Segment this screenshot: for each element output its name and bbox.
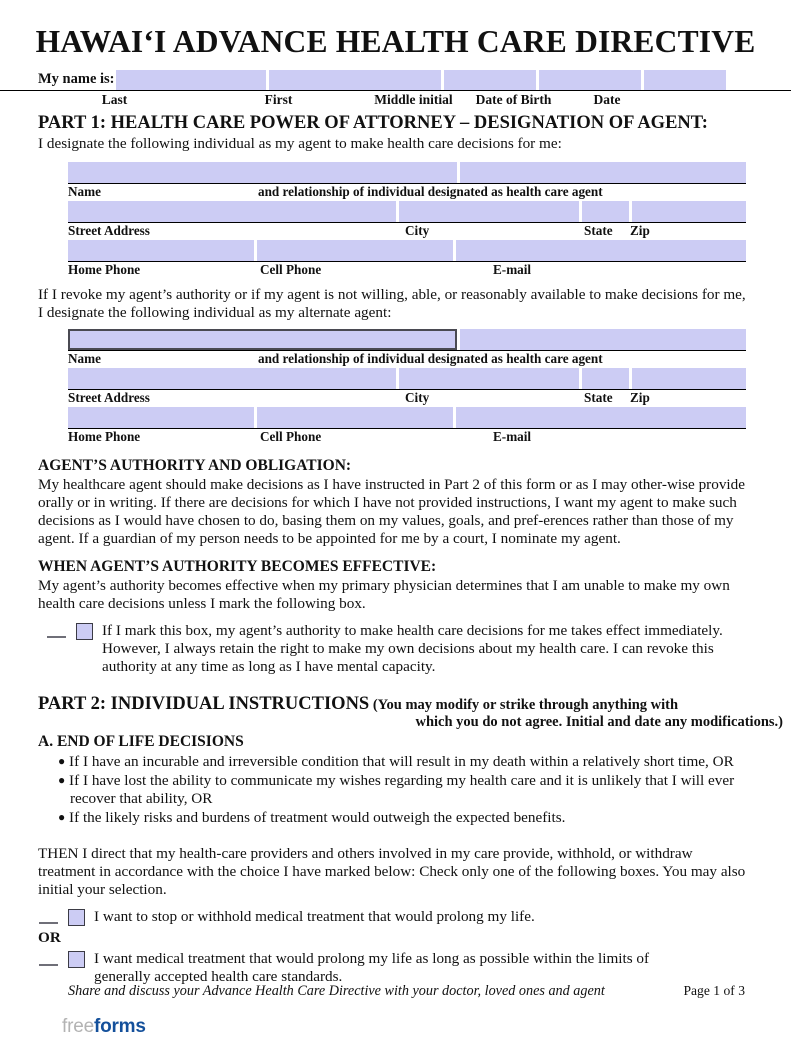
caption-agent-name: Name [68, 184, 101, 200]
caption-alt-agent-home-phone: Home Phone [68, 428, 141, 444]
first-name-field[interactable] [269, 70, 441, 90]
agent-address-captions [68, 222, 746, 240]
alt-agent-cell-phone-field[interactable] [257, 407, 453, 428]
caption-agent-relationship: and relationship of individual designated as health care agent [258, 184, 603, 200]
initial-line-icon [38, 908, 60, 925]
caption-agent-email: E-mail [493, 262, 532, 278]
name-strip-captions [0, 90, 791, 109]
part1-intro: I designate the following individual as my agent to make health care decisions for me: [38, 135, 562, 153]
choice2-label: I want medical treatment that would prolong my life as long as possible within the limits of generally accepted health care standards. [94, 949, 650, 985]
caption-agent-city: City [405, 223, 430, 239]
caption-alt-agent-email: E-mail [493, 428, 532, 444]
agent-name-field[interactable] [68, 162, 457, 183]
agent-street-field[interactable] [68, 201, 396, 222]
choice-prolong-life-checkbox[interactable] [68, 951, 85, 968]
bullet-text: If I have an incurable and irreversible condition that will result in my death within a relatively short time, OR [69, 752, 734, 770]
page-footer [0, 983, 791, 1000]
alternate-agent-block [68, 329, 746, 446]
alt-agent-home-phone-field[interactable] [68, 407, 254, 428]
caption-agent-cell-phone: Cell Phone [260, 262, 322, 278]
primary-agent-block [68, 162, 746, 279]
agent-name-captions [68, 183, 746, 201]
effective-immediately-checkbox[interactable] [76, 623, 93, 640]
choice-withhold-treatment-checkbox[interactable] [68, 909, 85, 926]
middle-initial-field[interactable] [444, 70, 536, 90]
alt-agent-address-captions [68, 389, 746, 407]
freeforms-logo [62, 1016, 146, 1038]
caption-first: First [264, 91, 293, 107]
bullet-dot-icon: ● [58, 772, 66, 787]
alt-agent-city-field[interactable] [399, 368, 579, 389]
caption-agent-home-phone: Home Phone [68, 262, 141, 278]
choice1-label: I want to stop or withhold medical treatment that would prolong my life. [94, 907, 535, 925]
bullet-text: If the likely risks and burdens of treatment would outweigh the expected benefits. [69, 808, 566, 826]
agent-home-phone-field[interactable] [68, 240, 254, 261]
effective-heading: WHEN AGENT’S AUTHORITY BECOMES EFFECTIVE: [38, 558, 437, 576]
caption-alt-agent-cell-phone: Cell Phone [260, 428, 322, 444]
initial-line-icon [38, 950, 60, 967]
part1-heading: PART 1: HEALTH CARE POWER OF ATTORNEY – DESIGNATION OF AGENT: [38, 113, 708, 134]
effective-text: My agent’s authority becomes effective when my primary physician determines that I am unable to make my own health care decisions unless I mark the following box. [38, 577, 730, 613]
part2-heading: PART 2: INDIVIDUAL INSTRUCTIONS [38, 694, 370, 715]
caption-alt-agent-name: Name [68, 350, 101, 366]
page-title: HAWAIʻI ADVANCE HEALTH CARE DIRECTIVE [35, 24, 756, 59]
effective-checkbox-line[interactable] [46, 622, 735, 676]
alt-agent-contact-captions [68, 428, 746, 446]
caption-alt-agent-city: City [405, 389, 430, 405]
part2-heading-note-line1: (You may modify or strike through anything with [372, 697, 679, 714]
effective-checkbox-label: If I mark this box, my agent’s authority to make health care decisions for me takes effect immediately. However, I always retain the right to make my own decisions about my health care. I can revoke this authority at any time as long as I have mental capacity. [102, 622, 723, 676]
last-name-field[interactable] [116, 70, 266, 90]
footer-note: Share and discuss your Advance Health Care Directive with your doctor, loved ones and agent [68, 983, 605, 999]
bullet-dot-icon: ● [58, 809, 66, 824]
brand-free-text: free [62, 1016, 94, 1037]
date-of-birth-field[interactable] [539, 70, 641, 90]
caption-middle-initial: Middle initial [374, 91, 453, 107]
brand-forms-text: forms [93, 1016, 146, 1037]
alternate-agent-intro: If I revoke my agent’s authority or if my agent is not willing, able, or reasonably available to make decisions for me, I designate the following individual as my alternate agent: [38, 286, 746, 321]
caption-alt-agent-street: Street Address [68, 389, 150, 405]
alt-agent-contact-row [68, 407, 746, 428]
bullet-text: If I have lost the ability to communicate my wishes regarding my health care and it is unlikely that I will ever recover that ability, OR [69, 771, 735, 807]
agent-state-field[interactable] [582, 201, 629, 222]
bullet-dot-icon: ● [58, 753, 66, 768]
alt-agent-email-field[interactable] [456, 407, 746, 428]
choice1-line[interactable] [38, 908, 753, 926]
or-separator-label: OR [38, 928, 61, 946]
caption-agent-street: Street Address [68, 223, 150, 239]
agent-zip-field[interactable] [632, 201, 746, 222]
end-of-life-bullets [58, 753, 753, 827]
bullet-item [58, 809, 753, 827]
part2-heading-row [38, 694, 791, 730]
caption-date: Date [593, 91, 621, 107]
alt-agent-street-field[interactable] [68, 368, 396, 389]
agent-address-row [68, 201, 746, 222]
footer-page-number: Page 1 of 3 [683, 983, 745, 998]
then-direct-text: THEN I direct that my health-care providers and others involved in my care provide, withhold, or withdraw treatment in accordance with the choice I have marked below: Check only one of the following boxes. You may also initial your selection. [38, 844, 746, 898]
authority-text: My healthcare agent should make decisions as I have instructed in Part 2 of this form or as I may other-wise provide orally or in writing. If there are decisions for which I have not provided instructions, I want my agent to make such decisions as I would have chosen to do, basing them on my values, goals, and pref-erences rather than those of my agent. If a guardian of my person needs to be appointed for me by a court, I nominate my agent. [38, 475, 745, 547]
initial-line-icon [46, 622, 68, 639]
alt-agent-relationship-field[interactable] [460, 329, 746, 350]
caption-last: Last [101, 91, 128, 107]
agent-relationship-field[interactable] [460, 162, 746, 183]
agent-city-field[interactable] [399, 201, 579, 222]
caption-alt-agent-relationship: and relationship of individual designated as health care agent [258, 350, 603, 366]
agent-name-row [68, 162, 746, 183]
bullet-item [58, 753, 753, 771]
caption-agent-zip: Zip [630, 223, 650, 239]
date-field[interactable] [644, 70, 726, 90]
authority-heading: AGENT’S AUTHORITY AND OBLIGATION: [38, 456, 352, 474]
caption-alt-agent-zip: Zip [630, 389, 650, 405]
caption-date-of-birth: Date of Birth [475, 91, 552, 107]
choice2-line[interactable] [38, 950, 671, 986]
agent-cell-phone-field[interactable] [257, 240, 453, 261]
alt-agent-state-field[interactable] [582, 368, 629, 389]
alt-agent-address-row [68, 368, 746, 389]
caption-agent-state: State [584, 223, 613, 239]
alt-agent-name-field[interactable] [68, 329, 457, 350]
document-page [0, 26, 791, 1050]
caption-alt-agent-state: State [584, 389, 613, 405]
alt-agent-zip-field[interactable] [632, 368, 746, 389]
agent-email-field[interactable] [456, 240, 746, 261]
my-name-is-label: My name is: [38, 71, 115, 87]
alt-agent-name-captions [68, 350, 746, 368]
name-strip [0, 70, 791, 90]
agent-contact-row [68, 240, 746, 261]
bullet-item [58, 772, 753, 808]
agent-contact-captions [68, 261, 746, 279]
section-a-heading: A. END OF LIFE DECISIONS [38, 732, 244, 750]
part2-heading-note-line2: which you do not agree. Initial and date any modifications.) [415, 714, 783, 731]
alt-agent-name-row [68, 329, 746, 350]
